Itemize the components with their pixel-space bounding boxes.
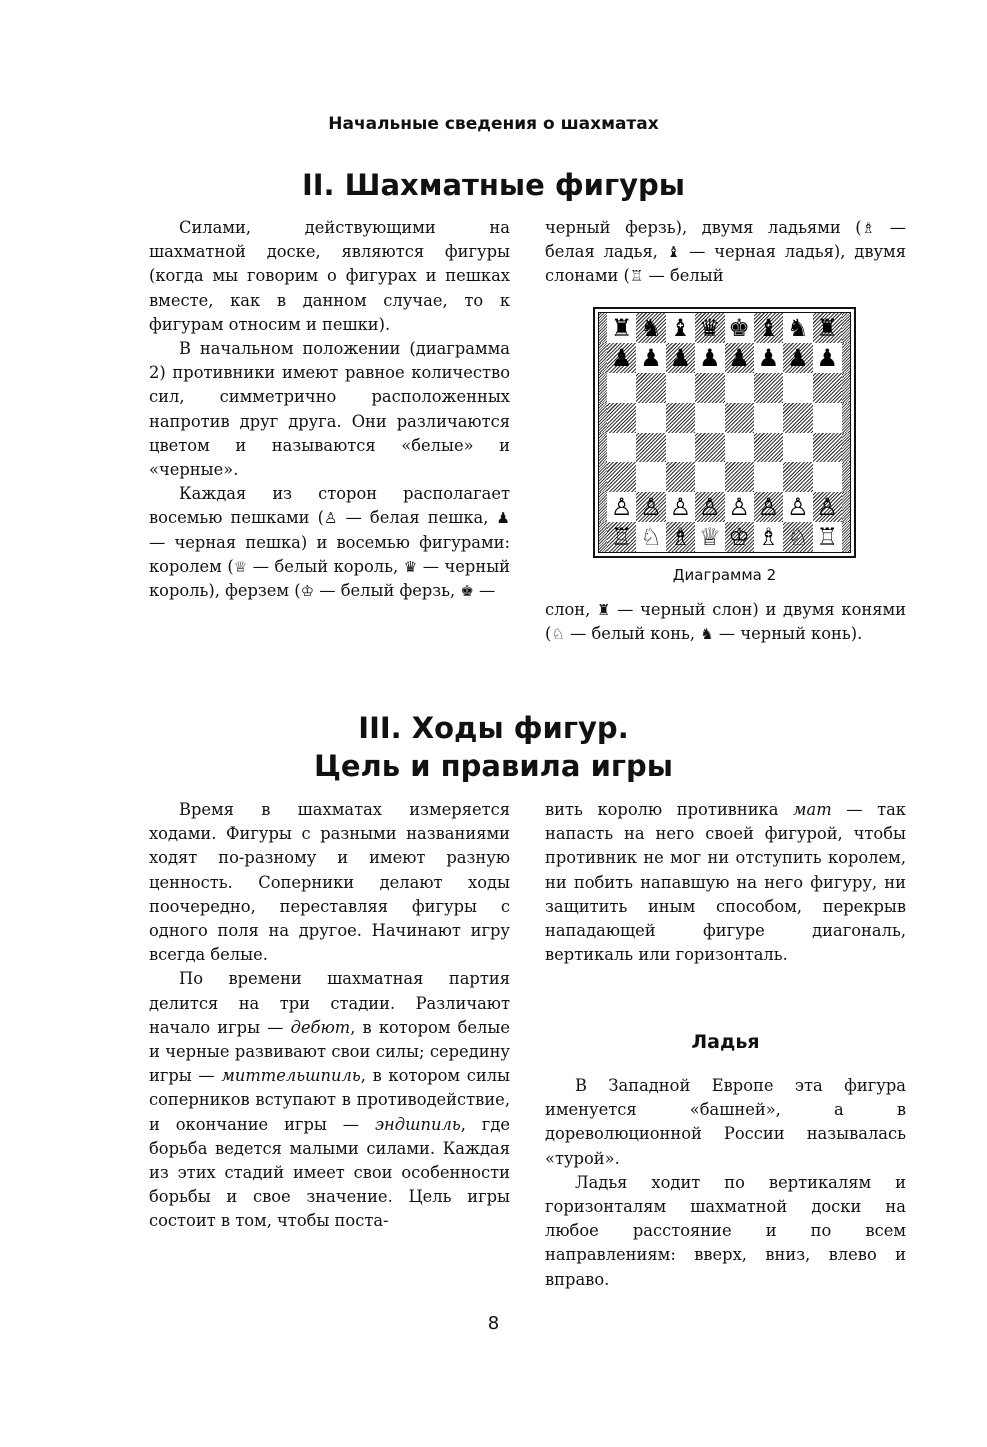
board-border (599, 462, 607, 492)
term-mate: мат (793, 800, 832, 819)
chess-piece-square: ♝ (754, 313, 783, 343)
paragraph: В Западной Европе эта фигура именуется «башней», а в дореволюционной России называлась «турой». (545, 1076, 906, 1168)
black-knight-icon: ♞ (700, 625, 714, 644)
chess-square (695, 403, 724, 433)
paragraph: вить королю противника мат — так напасть на него своей фигурой, чтобы противник не мог ни отступить королем, ни побить напавшую на него фигуру, ни защитить иным способом, перекрыв нападающей фигуре диагональ, вертикаль или горизонталь. (545, 800, 906, 965)
board-border (842, 343, 850, 373)
white-knight-icon: ♘ (551, 625, 565, 644)
chess-diagram (593, 307, 856, 558)
section-3-left-column (149, 798, 510, 1234)
chess-square (813, 462, 842, 492)
chess-piece-square: ♙ (813, 492, 842, 522)
chess-piece-square: ♟ (757, 343, 780, 372)
running-head: Начальные сведения о шахматах (328, 114, 659, 134)
chess-piece-square: ♙ (636, 492, 665, 522)
rook-heading: Ладья (691, 1031, 760, 1053)
chess-piece-square: ♙ (787, 493, 809, 522)
page-number: 8 (487, 1313, 500, 1334)
chess-piece-square: ♘ (640, 523, 662, 552)
chess-square (666, 462, 695, 492)
black-rook-icon: ♝ (666, 243, 681, 262)
chess-piece-square: ♜ (610, 313, 633, 342)
section-3-right-column (545, 798, 906, 967)
chess-square (725, 403, 754, 433)
chess-piece-square: ♙ (695, 492, 724, 522)
white-queen-icon: ♔ (300, 582, 315, 601)
board-border (599, 492, 607, 522)
chess-piece-square: ♖ (816, 523, 839, 552)
chess-square (783, 462, 812, 492)
chess-piece-square: ♛ (695, 313, 724, 343)
section-3-title-line-2: Цель и правила игры (313, 749, 674, 783)
chess-square (725, 462, 754, 492)
chess-piece-square: ♙ (669, 493, 692, 522)
section-2-title: II. Шахматные фигуры (301, 168, 686, 202)
chess-square (695, 462, 724, 492)
chess-square (666, 433, 695, 463)
chess-square (754, 373, 783, 403)
term-debut: дебют (290, 1017, 351, 1037)
chess-square (783, 373, 812, 403)
paragraph: В начальном положении (диаграмма 2) противники имеют равное количество сил, симметрично расположенных напротив друг друга. Они различаются цветом и называются «белые» и «черные». (149, 339, 510, 480)
chess-piece-square: ♔ (725, 522, 754, 552)
board-border (599, 373, 607, 403)
chess-square (754, 462, 783, 492)
chess-square (813, 403, 842, 433)
chess-piece-square: ♕ (699, 523, 721, 552)
chess-piece-square: ♟ (783, 343, 812, 373)
black-queen-icon: ♚ (460, 582, 474, 601)
black-pawn-icon: ♟ (496, 509, 510, 528)
chess-piece-square: ♙ (728, 493, 750, 522)
rook-text (545, 1074, 906, 1292)
chess-piece-square: ♟ (607, 343, 636, 373)
white-pawn-icon: ♙ (323, 509, 338, 528)
chess-piece-square: ♟ (666, 343, 695, 373)
chess-square (725, 373, 754, 403)
chess-piece-square: ♝ (669, 313, 692, 342)
white-king-icon: ♕ (233, 557, 248, 576)
chess-square (636, 403, 665, 433)
chess-square (607, 373, 636, 403)
black-bishop-icon: ♜ (597, 601, 611, 619)
board-border (599, 343, 607, 373)
chess-piece-square: ♟ (699, 343, 721, 372)
chess-square (754, 403, 783, 433)
chess-square (725, 433, 754, 463)
board-border (599, 313, 607, 343)
chess-piece-square: ♖ (607, 522, 636, 552)
chess-square (636, 462, 665, 492)
paragraph: Время в шахматах измеряется ходами. Фигуры с разными названиями ходят по-разному и имеют разную ценность. Соперники делают ходы поочередно, переставляя фигуры с одного поля на другое. Начинают игру всегда белые. (149, 800, 510, 965)
term-middlegame: миттельшпиль (221, 1066, 361, 1086)
chess-square (783, 403, 812, 433)
board-border (842, 433, 850, 463)
board-border (842, 492, 850, 522)
chess-square (813, 373, 842, 403)
section-3-title-line-1: III. Ходы фигур. (358, 711, 629, 745)
chess-piece-square: ♟ (816, 343, 839, 372)
chess-piece-square: ♟ (640, 343, 662, 372)
board-border (599, 403, 607, 433)
chess-board (598, 312, 851, 553)
chess-square (783, 433, 812, 463)
diagram-caption: Диаграмма 2 (672, 566, 777, 584)
board-border (599, 522, 607, 552)
paragraph: слон, ♜ — черный слон) и двумя конями (♘ — белый конь, ♞ — черный конь). (545, 600, 907, 644)
chess-piece-square: ♞ (787, 313, 809, 342)
chess-square (636, 433, 665, 463)
chess-piece-square: ♜ (813, 313, 842, 343)
black-king-icon: ♛ (403, 557, 418, 576)
board-border (842, 313, 850, 343)
section-2-right-column-bottom (545, 598, 906, 646)
board-border (842, 522, 850, 552)
white-rook-icon: ♗ (861, 219, 876, 237)
paragraph: черный ферзь), двумя ладьями (♗ — белая ладья, ♝ — черная ладья), двумя слонами (♖ — белый (545, 218, 906, 286)
white-bishop-icon: ♖ (629, 267, 644, 286)
board-border (842, 403, 850, 433)
chess-square (666, 373, 695, 403)
chess-piece-square: ♞ (636, 313, 665, 343)
chess-square (607, 403, 636, 433)
chess-square (813, 433, 842, 463)
paragraph: По времени шахматная партия делится на три стадии. Различают начало игры — дебют, в котором белые и черные развивают свои силы; середину игры — миттельшпиль, в котором силы соперников вступают в противодействие, и окончание игры — эндшпиль, где борьба ведется малыми силами. Каждая из этих стадий имеет свои особенности борьбы и свое значение. Цель игры состоит в том, чтобы поста- (149, 969, 510, 1231)
section-2-right-column-top (545, 216, 906, 289)
paragraph: Силами, действующими на шахматной доске, являются фигуры (когда мы говорим о фигурах и пешках вместе, как в данном случае, то к фигурам относим и пешки). (149, 218, 510, 334)
section-2-left-column (149, 216, 510, 603)
chess-square (636, 373, 665, 403)
board-border (842, 462, 850, 492)
chess-piece-square: ♗ (666, 522, 695, 552)
chess-piece-square: ♙ (610, 493, 633, 522)
board-border (842, 373, 850, 403)
chess-piece-square: ♚ (728, 313, 750, 342)
chess-square (695, 373, 724, 403)
paragraph: Каждая из сторон располагает восемью пешками (♙ — белая пешка, ♟ — черная пешка) и восемью фигурами: королем (♕ — белый король, ♛ — черный король), ферзем (♔ — белый ферзь, ♚ — (149, 484, 510, 601)
board-border (599, 433, 607, 463)
paragraph: Ладья ходит по вертикалям и горизонталям шахматной доски на любое расстояние и по всем направлениям: вверх, вниз, влево и вправо. (545, 1172, 906, 1289)
chess-square (754, 433, 783, 463)
term-endgame: эндшпиль (374, 1114, 461, 1134)
chess-square (607, 462, 636, 492)
chess-square (666, 403, 695, 433)
chess-piece-square: ♟ (725, 343, 754, 373)
chess-piece-square: ♙ (754, 492, 783, 522)
chess-square (695, 433, 724, 463)
chess-square (607, 433, 636, 463)
chess-piece-square: ♘ (783, 522, 812, 552)
chess-piece-square: ♗ (757, 523, 780, 552)
